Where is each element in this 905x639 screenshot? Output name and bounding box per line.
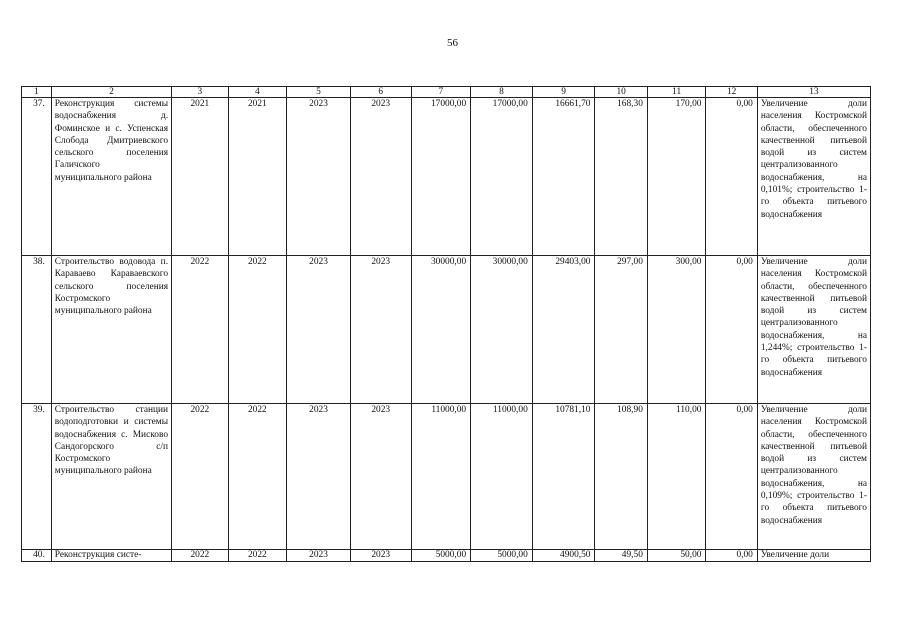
year-cell: 2022 [172, 256, 229, 404]
year-cell: 2023 [287, 404, 351, 550]
year-cell: 2022 [172, 550, 229, 562]
header-cell: 1 [22, 87, 52, 98]
object-name: Реконструкция систе- [51, 550, 171, 562]
amount-cell: 300,00 [647, 256, 706, 404]
year-cell: 2021 [172, 98, 229, 256]
header-cell: 3 [172, 87, 229, 98]
amount-cell: 17000,00 [471, 98, 533, 256]
header-cell: 9 [532, 87, 595, 98]
year-cell: 2023 [350, 98, 411, 256]
header-row [22, 87, 871, 98]
year-cell: 2023 [287, 98, 351, 256]
amount-cell: 10781,10 [532, 404, 595, 550]
amount-cell: 297,00 [595, 256, 647, 404]
amount-cell: 16661,70 [532, 98, 595, 256]
year-cell: 2022 [172, 404, 229, 550]
amount-cell: 49,50 [595, 550, 647, 562]
amount-cell: 11000,00 [411, 404, 471, 550]
amount-cell: 5000,00 [411, 550, 471, 562]
result-cell: Увеличение доли [757, 550, 870, 562]
amount-cell: 108,90 [595, 404, 647, 550]
row-index: 39. [22, 404, 52, 550]
table-row [22, 256, 871, 404]
result-cell: Увеличение доли населения Костромской области, обеспеченного качественной питьевой водой из систем централизованного водоснабжения, на 0,109%; строительство 1-го объекта питьевого водоснабжения [757, 404, 870, 550]
table-row [22, 550, 871, 562]
row-index: 38. [22, 256, 52, 404]
header-cell: 8 [471, 87, 533, 98]
amount-cell: 17000,00 [411, 98, 471, 256]
object-name: Строительство водовода п. Караваево Караваевского сельского поселения Костромского муниципального района [51, 256, 171, 404]
amount-cell: 0,00 [706, 256, 757, 404]
row-index: 40. [22, 550, 52, 562]
year-cell: 2023 [287, 256, 351, 404]
amount-cell: 168,30 [595, 98, 647, 256]
year-cell: 2023 [350, 256, 411, 404]
amount-cell: 170,00 [647, 98, 706, 256]
year-cell: 2021 [228, 98, 287, 256]
table-row [22, 404, 871, 550]
result-cell: Увеличение доли населения Костромской области, обеспеченного качественной питьевой водой из систем централизованного водоснабжения, на 0,101%; строительство 1-го объекта питьевого водоснабжения [757, 98, 870, 256]
year-cell: 2022 [228, 256, 287, 404]
amount-cell: 0,00 [706, 98, 757, 256]
header-cell: 11 [647, 87, 706, 98]
amount-cell: 11000,00 [471, 404, 533, 550]
object-name: Строительство станции водоподготовки и системы водоснабжения с. Мисково Сандогорского с/п Костромского муниципального района [51, 404, 171, 550]
header-cell: 10 [595, 87, 647, 98]
header-cell: 7 [411, 87, 471, 98]
object-name: Реконструкция системы водоснабжения д. Фоминское и с. Успенская Слобода Дмитриевского сельского поселения Галичского муниципального района [51, 98, 171, 256]
row-index: 37. [22, 98, 52, 256]
page-number: 56 [447, 37, 458, 49]
header-cell: 4 [228, 87, 287, 98]
amount-cell: 0,00 [706, 404, 757, 550]
amount-cell: 30000,00 [411, 256, 471, 404]
year-cell: 2022 [228, 404, 287, 550]
year-cell: 2023 [287, 550, 351, 562]
result-cell: Увеличение доли населения Костромской области, обеспеченного качественной питьевой водой из систем централизованного водоснабжения, на 1,244%; строительство 1-го объекта питьевого водоснабжения [757, 256, 870, 404]
amount-cell: 0,00 [706, 550, 757, 562]
program-table [21, 86, 871, 562]
year-cell: 2022 [228, 550, 287, 562]
header-cell: 5 [287, 87, 351, 98]
header-cell: 6 [350, 87, 411, 98]
amount-cell: 30000,00 [471, 256, 533, 404]
year-cell: 2023 [350, 550, 411, 562]
header-cell: 13 [757, 87, 870, 98]
year-cell: 2023 [350, 404, 411, 550]
amount-cell: 29403,00 [532, 256, 595, 404]
amount-cell: 4900,50 [532, 550, 595, 562]
amount-cell: 110,00 [647, 404, 706, 550]
amount-cell: 5000,00 [471, 550, 533, 562]
header-cell: 2 [51, 87, 171, 98]
table-row [22, 98, 871, 256]
amount-cell: 50,00 [647, 550, 706, 562]
header-cell: 12 [706, 87, 757, 98]
